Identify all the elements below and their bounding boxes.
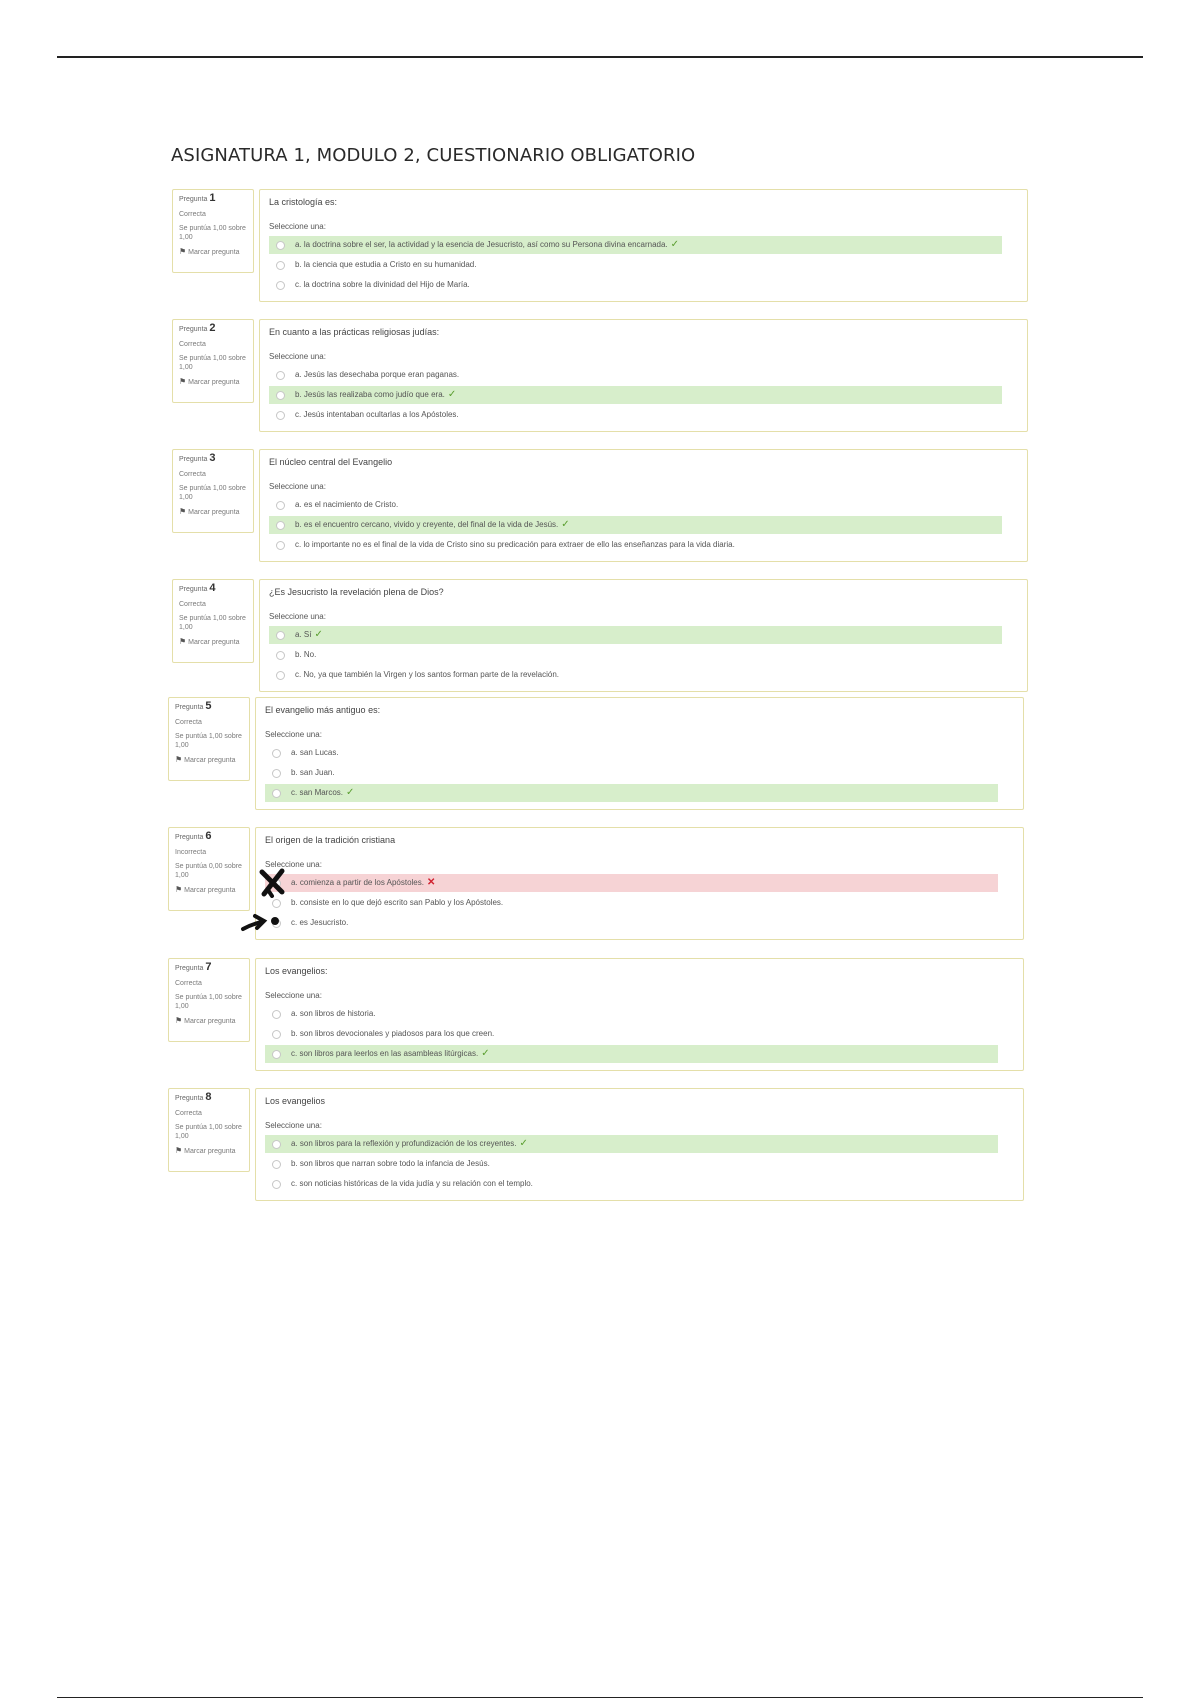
answer-option[interactable] bbox=[269, 386, 1002, 404]
answer-option[interactable] bbox=[265, 914, 998, 932]
question-label: Pregunta bbox=[179, 326, 208, 333]
question-text: El origen de la tradición cristiana bbox=[265, 835, 396, 845]
answer-text: b. la ciencia que estudia a Cristo en su humanidad. bbox=[295, 260, 477, 269]
question-body bbox=[259, 579, 1028, 692]
question-state: Correcta bbox=[175, 719, 202, 726]
answer-text: a. son libros de historia. bbox=[291, 1009, 376, 1018]
flag-question-label: Marcar pregunta bbox=[184, 757, 236, 764]
question-text: Los evangelios: bbox=[265, 966, 328, 976]
radio-button[interactable] bbox=[272, 1160, 281, 1169]
question-score: Se puntúa 1,00 sobre 1,00 bbox=[179, 485, 246, 501]
flag-icon: ⚑ bbox=[175, 1146, 183, 1155]
question-body bbox=[255, 1088, 1024, 1201]
select-one-prompt: Seleccione una: bbox=[265, 991, 322, 1000]
question-state: Correcta bbox=[179, 471, 206, 478]
select-one-prompt: Seleccione una: bbox=[269, 352, 326, 361]
answer-text: a. Sí bbox=[295, 630, 312, 639]
radio-button[interactable] bbox=[272, 749, 281, 758]
select-one-prompt: Seleccione una: bbox=[269, 482, 326, 491]
flag-question-label: Marcar pregunta bbox=[188, 509, 240, 516]
answer-text: c. san Marcos. bbox=[291, 788, 344, 797]
flag-question-link[interactable] bbox=[179, 637, 247, 647]
answer-text: b. Jesús las realizaba como judío que era. bbox=[295, 390, 445, 399]
answer-option[interactable] bbox=[265, 1025, 998, 1043]
flag-icon: ⚑ bbox=[175, 755, 183, 764]
question-score: Se puntúa 1,00 sobre 1,00 bbox=[175, 733, 242, 749]
check-icon: ✓ bbox=[519, 1138, 528, 1149]
flag-question-link[interactable] bbox=[179, 247, 247, 257]
answer-text: b. san Juan. bbox=[291, 768, 335, 777]
radio-button[interactable] bbox=[272, 1030, 281, 1039]
question-body bbox=[259, 449, 1028, 562]
answer-text: a. Jesús las desechaba porque eran paganas. bbox=[295, 370, 460, 379]
question-2 bbox=[172, 319, 1028, 432]
question-info bbox=[168, 958, 250, 1042]
radio-button[interactable] bbox=[276, 631, 285, 640]
answer-option[interactable] bbox=[269, 496, 1002, 514]
select-one-prompt: Seleccione una: bbox=[269, 612, 326, 621]
radio-button[interactable] bbox=[276, 411, 285, 420]
flag-icon: ⚑ bbox=[179, 637, 187, 646]
flag-icon: ⚑ bbox=[175, 1016, 183, 1025]
flag-question-label: Marcar pregunta bbox=[184, 1148, 236, 1155]
flag-question-link[interactable] bbox=[175, 1016, 243, 1026]
question-state: Correcta bbox=[179, 211, 206, 218]
answer-text: b. son libros que narran sobre todo la infancia de Jesús. bbox=[291, 1159, 490, 1168]
handwritten-x-mark bbox=[258, 868, 288, 898]
top-rule bbox=[57, 56, 1143, 58]
question-state: Correcta bbox=[175, 980, 202, 987]
question-score: Se puntúa 1,00 sobre 1,00 bbox=[175, 994, 242, 1010]
answer-option[interactable] bbox=[269, 646, 1002, 664]
flag-question-link[interactable] bbox=[175, 885, 243, 895]
question-body bbox=[255, 697, 1024, 810]
question-text: ¿Es Jesucristo la revelación plena de Dios? bbox=[269, 587, 444, 597]
answer-text: c. No, ya que también la Virgen y los santos forman parte de la revelación. bbox=[295, 670, 559, 679]
check-icon: ✓ bbox=[670, 239, 680, 250]
answer-text: a. son libros para la reflexión y profundización de los creyentes. bbox=[291, 1139, 517, 1148]
check-icon: ✓ bbox=[561, 519, 570, 530]
question-number: 8 bbox=[205, 1091, 212, 1103]
question-info bbox=[168, 697, 250, 781]
question-5 bbox=[168, 697, 1024, 810]
question-text: En cuanto a las prácticas religiosas judías: bbox=[269, 327, 440, 337]
question-text: La cristología es: bbox=[269, 197, 338, 207]
answer-option[interactable] bbox=[269, 666, 1002, 684]
answer-text: b. consiste en lo que dejó escrito san Pablo y los Apóstoles. bbox=[291, 898, 504, 907]
answer-option[interactable] bbox=[265, 1005, 998, 1023]
question-score: Se puntúa 1,00 sobre 1,00 bbox=[175, 1124, 242, 1140]
radio-button[interactable] bbox=[276, 241, 285, 250]
flag-question-link[interactable] bbox=[179, 507, 247, 517]
radio-button[interactable] bbox=[276, 651, 285, 660]
answer-option[interactable] bbox=[265, 1155, 998, 1173]
question-label: Pregunta bbox=[175, 704, 204, 711]
select-one-prompt: Seleccione una: bbox=[265, 730, 322, 739]
question-number: 7 bbox=[205, 961, 212, 973]
radio-button[interactable] bbox=[272, 789, 281, 798]
question-state: Correcta bbox=[179, 601, 206, 608]
question-score: Se puntúa 0,00 sobre 1,00 bbox=[175, 863, 242, 879]
answer-option[interactable] bbox=[269, 236, 1002, 254]
radio-button[interactable] bbox=[276, 391, 285, 400]
question-info bbox=[172, 189, 254, 273]
question-info bbox=[172, 579, 254, 663]
question-label: Pregunta bbox=[179, 456, 208, 463]
check-icon: ✓ bbox=[481, 1048, 490, 1059]
answer-text: c. lo importante no es el final de la vida de Cristo sino su predicación para extraer de ello las enseñanzas para la vida diaria. bbox=[295, 540, 735, 549]
answer-text: c. son noticias históricas de la vida judía y su relación con el templo. bbox=[291, 1179, 533, 1188]
question-body bbox=[259, 319, 1028, 432]
check-icon: ✓ bbox=[314, 629, 323, 640]
radio-button[interactable] bbox=[276, 521, 285, 530]
flag-question-label: Marcar pregunta bbox=[188, 379, 240, 386]
question-number: 4 bbox=[209, 582, 216, 594]
question-info bbox=[168, 827, 250, 911]
flag-question-link[interactable] bbox=[175, 1146, 243, 1156]
question-state: Correcta bbox=[175, 1110, 202, 1117]
answer-text: c. es Jesucristo. bbox=[291, 918, 349, 927]
question-text: El evangelio más antiguo es: bbox=[265, 705, 381, 715]
flag-question-label: Marcar pregunta bbox=[184, 1018, 236, 1025]
radio-button[interactable] bbox=[276, 501, 285, 510]
answer-option[interactable] bbox=[269, 366, 1002, 384]
answer-text: a. es el nacimiento de Cristo. bbox=[295, 500, 399, 509]
answer-option[interactable] bbox=[269, 406, 1002, 424]
answer-option[interactable] bbox=[269, 536, 1002, 554]
answer-text: c. son libros para leerlos en las asambleas litúrgicas. bbox=[291, 1049, 479, 1058]
answer-option[interactable] bbox=[269, 256, 1002, 274]
radio-button[interactable] bbox=[276, 541, 285, 550]
flag-question-label: Marcar pregunta bbox=[184, 887, 236, 894]
answer-option[interactable] bbox=[269, 516, 1002, 534]
radio-button[interactable] bbox=[272, 1010, 281, 1019]
answer-text: a. comienza a partir de los Apóstoles. bbox=[291, 878, 424, 887]
question-6 bbox=[168, 827, 1024, 940]
question-score: Se puntúa 1,00 sobre 1,00 bbox=[179, 225, 246, 241]
radio-button[interactable] bbox=[272, 899, 281, 908]
question-text: El núcleo central del Evangelio bbox=[269, 457, 393, 467]
question-body bbox=[255, 827, 1024, 940]
bottom-rule bbox=[57, 1697, 1143, 1698]
question-state: Incorrecta bbox=[175, 849, 207, 856]
question-score: Se puntúa 1,00 sobre 1,00 bbox=[179, 615, 246, 631]
answer-text: b. No. bbox=[295, 650, 317, 659]
answer-text: c. la doctrina sobre la divinidad del Hijo de María. bbox=[295, 280, 470, 289]
question-number: 6 bbox=[205, 830, 212, 842]
answer-text: a. la doctrina sobre el ser, la actividad y la esencia de Jesucristo, así como su Persona divina encarnada. bbox=[295, 240, 668, 249]
question-4 bbox=[172, 579, 1028, 692]
flag-question-label: Marcar pregunta bbox=[188, 639, 240, 646]
answer-option[interactable] bbox=[265, 784, 998, 802]
answer-option[interactable] bbox=[269, 626, 1002, 644]
answer-option[interactable] bbox=[269, 276, 1002, 294]
radio-button[interactable] bbox=[272, 1050, 281, 1059]
question-label: Pregunta bbox=[175, 834, 204, 841]
answer-text: a. san Lucas. bbox=[291, 748, 339, 757]
cross-icon: ✕ bbox=[426, 877, 436, 888]
question-text: Los evangelios bbox=[265, 1096, 326, 1106]
flag-question-link[interactable] bbox=[179, 377, 247, 387]
question-state: Correcta bbox=[179, 341, 206, 348]
question-1 bbox=[172, 189, 1028, 302]
answer-option[interactable] bbox=[265, 744, 998, 762]
flag-icon: ⚑ bbox=[179, 507, 187, 516]
question-number: 2 bbox=[209, 322, 216, 334]
check-icon: ✓ bbox=[346, 787, 355, 798]
radio-button[interactable] bbox=[276, 281, 285, 290]
question-info bbox=[168, 1088, 250, 1172]
select-one-prompt: Seleccione una: bbox=[269, 222, 326, 231]
handwritten-arrow-mark bbox=[240, 910, 284, 934]
answer-option[interactable] bbox=[265, 894, 998, 912]
question-body bbox=[255, 958, 1024, 1071]
radio-button[interactable] bbox=[276, 371, 285, 380]
radio-button[interactable] bbox=[272, 1140, 281, 1149]
answer-option[interactable] bbox=[265, 764, 998, 782]
question-8 bbox=[168, 1088, 1024, 1201]
question-body bbox=[259, 189, 1028, 302]
answer-option[interactable] bbox=[265, 874, 998, 892]
answer-option[interactable] bbox=[265, 1175, 998, 1193]
radio-button[interactable] bbox=[276, 671, 285, 680]
flag-icon: ⚑ bbox=[179, 247, 187, 256]
answer-text: b. son libros devocionales y piadosos para los que creen. bbox=[291, 1029, 495, 1038]
flag-icon: ⚑ bbox=[179, 377, 187, 386]
question-score: Se puntúa 1,00 sobre 1,00 bbox=[179, 355, 246, 371]
answer-option[interactable] bbox=[265, 1045, 998, 1063]
answer-text: b. es el encuentro cercano, vivido y creyente, del final de la vida de Jesús. bbox=[295, 520, 559, 529]
select-one-prompt: Seleccione una: bbox=[265, 860, 322, 869]
question-label: Pregunta bbox=[179, 196, 208, 203]
question-info bbox=[172, 449, 254, 533]
check-icon: ✓ bbox=[447, 389, 457, 400]
question-label: Pregunta bbox=[175, 1095, 204, 1102]
question-number: 5 bbox=[205, 700, 212, 712]
document-title: ASIGNATURA 1, MODULO 2, CUESTIONARIO OBLIGATORIO bbox=[171, 145, 696, 166]
answer-option[interactable] bbox=[265, 1135, 998, 1153]
question-label: Pregunta bbox=[179, 586, 208, 593]
question-3 bbox=[172, 449, 1028, 562]
radio-button[interactable] bbox=[272, 1180, 281, 1189]
question-info bbox=[172, 319, 254, 403]
answer-text: c. Jesús intentaban ocultarlas a los Apóstoles. bbox=[295, 410, 459, 419]
question-number: 1 bbox=[209, 192, 216, 204]
flag-icon: ⚑ bbox=[175, 885, 183, 894]
question-number: 3 bbox=[209, 452, 216, 464]
select-one-prompt: Seleccione una: bbox=[265, 1121, 322, 1130]
radio-button[interactable] bbox=[272, 769, 281, 778]
flag-question-link[interactable] bbox=[175, 755, 243, 765]
flag-question-label: Marcar pregunta bbox=[188, 249, 240, 256]
question-7 bbox=[168, 958, 1024, 1071]
question-label: Pregunta bbox=[175, 965, 204, 972]
radio-button[interactable] bbox=[276, 261, 285, 270]
